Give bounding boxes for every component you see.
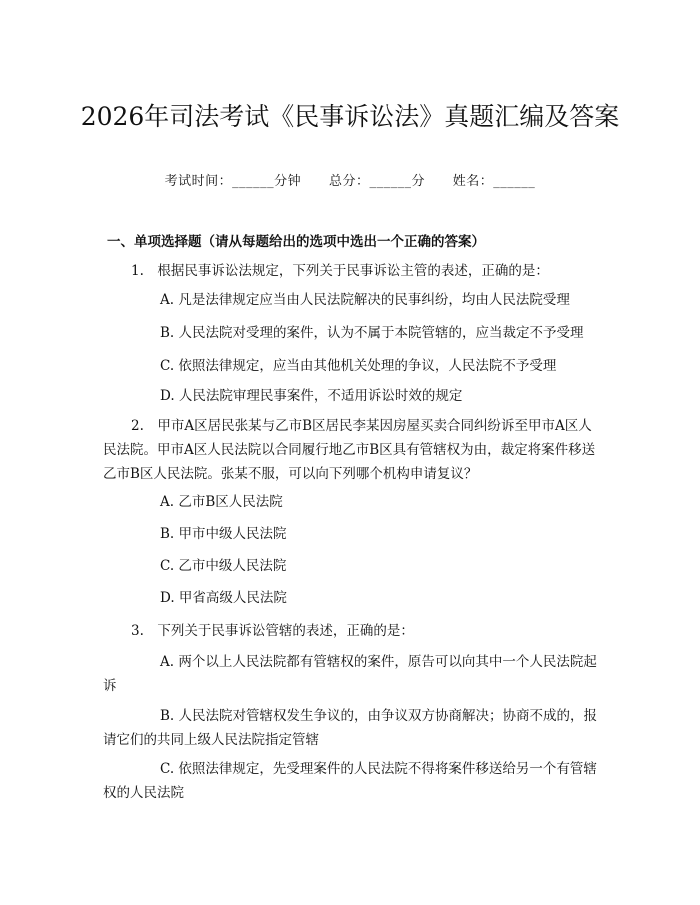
question-2: 2. 甲市A区居民张某与乙市B区居民李某因房屋买卖合同纠纷诉至甲市A区人民法院。甲市A区人民法院以合同履行地乙市B区具有管辖权为由，裁定将案件移送乙市B区人民法院。张某不服，可以向下列哪个机构申请复议？ xyxy=(103,418,596,482)
question-3-option-b: B. 人民法院对管辖权发生争议的，由争议双方协商解决；协商不成的，报请它们的共同上级人民法院指定管辖 xyxy=(103,708,598,748)
exam-meta xyxy=(0,170,700,189)
question-2-option-d: D. 甲省高级人民法院 xyxy=(160,590,287,606)
question-1: 1. 根据民事诉讼法规定，下列关于民事诉讼主管的表述，正确的是： xyxy=(131,263,549,279)
question-3-option-c: C. 依照法律规定，先受理案件的人民法院不得将案件移送给另一个有管辖权的人民法院 xyxy=(103,761,597,801)
question-2-option-a: A. 乙市B区人民法院 xyxy=(160,494,283,510)
total-score-label: 总分：______分 xyxy=(328,174,425,189)
question-2-option-c: C. 乙市中级人民法院 xyxy=(160,558,287,574)
exam-time-label: 考试时间：______分钟 xyxy=(164,174,302,189)
page-title: 2026年司法考试《民事诉讼法》真题汇编及答案 xyxy=(80,101,620,131)
question-1-option-d: D. 人民法院审理民事案件，不适用诉讼时效的规定 xyxy=(160,388,463,404)
name-label: 姓名：______ xyxy=(452,174,536,189)
question-1-option-b: B. 人民法院对受理的案件，认为不属于本院管辖的，应当裁定不予受理 xyxy=(160,325,584,341)
question-1-option-a: A. 凡是法律规定应当由人民法院解决的民事纠纷，均由人民法院受理 xyxy=(160,292,570,308)
section-heading: 一、单项选择题（请从每题给出的选项中选出一个正确的答案） xyxy=(107,234,485,250)
question-2-option-b: B. 甲市中级人民法院 xyxy=(160,526,287,542)
question-3: 3. 下列关于民事诉讼管辖的表述，正确的是： xyxy=(131,623,414,639)
question-3-option-a: A. 两个以上人民法院都有管辖权的案件，原告可以向其中一个人民法院起诉 xyxy=(103,654,597,694)
question-1-option-c: C. 依照法律规定，应当由其他机关处理的争议，人民法院不予受理 xyxy=(160,358,557,374)
